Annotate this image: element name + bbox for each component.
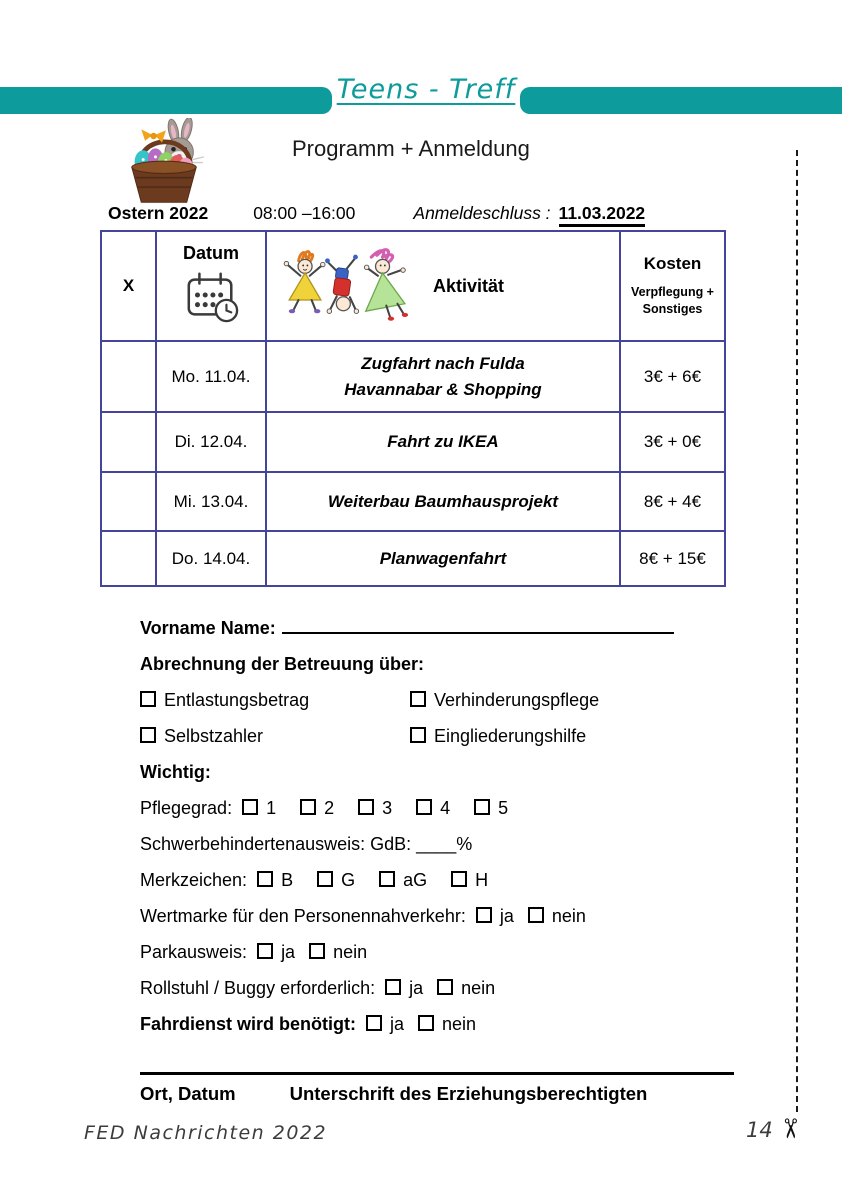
signature-guardian-label: Unterschrift des Erziehungsberechtigten — [289, 1083, 648, 1104]
event-time: 08:00 –16:00 — [253, 203, 356, 223]
option-label: G — [341, 870, 356, 890]
rollstuhl-label: Rollstuhl / Buggy erforderlich: — [140, 978, 376, 998]
wertmarke-line — [140, 904, 745, 928]
wertmarke-label: Wertmarke für den Personennahverkehr: — [140, 906, 466, 926]
pflegegrad-label: Pflegegrad: — [140, 798, 233, 818]
table-row: Di. 12.04. Fahrt zu IKEA 3€ + 0€ — [101, 412, 725, 472]
parkausweis-line — [140, 940, 745, 964]
checkbox-fahrdienst-nein[interactable] — [418, 1015, 434, 1031]
fahrdienst-label: Fahrdienst wird benötigt: — [140, 1014, 356, 1034]
document-title: Programm + Anmeldung — [292, 136, 530, 161]
signature-place-date-label: Ort, Datum — [140, 1083, 236, 1104]
checkbox-merkzeichen-g[interactable] — [317, 871, 333, 887]
table-header-kosten: Kosten Verpflegung + Sonstiges — [620, 231, 725, 341]
table-row: Mo. 11.04. Zugfahrt nach Fulda Havannabar & Shopping 3€ + 6€ — [101, 341, 725, 412]
table-header-x: X — [101, 231, 156, 341]
program-table — [100, 230, 726, 587]
option-label: nein — [333, 942, 368, 962]
pflegegrad-line — [140, 796, 745, 820]
event-info-line — [108, 203, 742, 224]
option-label: ja — [390, 1014, 405, 1034]
easter-basket-icon — [116, 118, 212, 208]
important-label: Wichtig: — [140, 762, 211, 782]
registration-form — [140, 616, 745, 1105]
option-label: 4 — [440, 798, 451, 818]
option-label: nein — [442, 1014, 477, 1034]
billing-label: Abrechnung der Betreuung über: — [140, 654, 425, 674]
option-label: ja — [409, 978, 424, 998]
option-label: 2 — [324, 798, 335, 818]
checkbox-pflegegrad-3[interactable] — [358, 799, 374, 815]
table-header-aktivitaet: Aktivität — [266, 231, 620, 341]
option-label: ja — [281, 942, 296, 962]
checkbox-parkausweis-ja[interactable] — [257, 943, 273, 959]
gdb-blank: ____ — [416, 834, 457, 854]
checkbox-entlastungsbetrag[interactable] — [140, 691, 156, 707]
checkbox-pflegegrad-2[interactable] — [300, 799, 316, 815]
checkbox-merkzeichen-h[interactable] — [451, 871, 467, 887]
gdb-line — [140, 832, 745, 856]
signature-labels — [140, 1083, 745, 1105]
header-bar-right — [520, 87, 842, 114]
checkbox-pflegegrad-5[interactable] — [474, 799, 490, 815]
option-label: Entlastungsbetrag — [164, 690, 310, 710]
event-name: Ostern 2022 — [108, 203, 209, 223]
option-label: B — [281, 870, 294, 890]
checkbox-cell[interactable] — [101, 341, 156, 412]
checkbox-merkzeichen-ag[interactable] — [379, 871, 395, 887]
checkbox-pflegegrad-4[interactable] — [416, 799, 432, 815]
checkbox-merkzeichen-b[interactable] — [257, 871, 273, 887]
merkzeichen-line — [140, 868, 745, 892]
option-label: nein — [461, 978, 496, 998]
header-bar-left — [0, 87, 332, 114]
checkbox-fahrdienst-ja[interactable] — [366, 1015, 382, 1031]
checkbox-rollstuhl-nein[interactable] — [437, 979, 453, 995]
checkbox-wertmarke-ja[interactable] — [476, 907, 492, 923]
billing-options-row-2 — [140, 724, 745, 748]
name-label: Vorname Name: — [140, 618, 276, 638]
deadline-date: 11.03.2022 — [559, 203, 646, 227]
gdb-label: Schwerbehindertenausweis: GdB: — [140, 834, 412, 854]
dancing-kids-icon — [277, 244, 419, 328]
checkbox-eingliederungshilfe[interactable] — [410, 727, 426, 743]
option-label: aG — [403, 870, 428, 890]
name-blank-line — [282, 616, 674, 634]
table-header-datum: Datum — [156, 231, 266, 341]
checkbox-selbstzahler[interactable] — [140, 727, 156, 743]
option-label: 1 — [266, 798, 277, 818]
checkbox-rollstuhl-ja[interactable] — [385, 979, 401, 995]
option-label: Selbstzahler — [164, 726, 264, 746]
table-row: Mi. 13.04. Weiterbau Baumhausprojekt 8€ + 4€ — [101, 472, 725, 531]
option-label: Eingliederungshilfe — [434, 726, 587, 746]
cut-dashed-line — [796, 150, 798, 1112]
parkausweis-label: Parkausweis: — [140, 942, 248, 962]
billing-options-row-1 — [140, 688, 745, 712]
checkbox-cell[interactable] — [101, 531, 156, 586]
gdb-suffix: % — [456, 834, 473, 854]
name-line — [140, 616, 745, 640]
page-number: 14 — [746, 1118, 773, 1142]
merkzeichen-label: Merkzeichen: — [140, 870, 248, 890]
checkbox-cell[interactable] — [101, 412, 156, 472]
checkbox-cell[interactable] — [101, 472, 156, 531]
option-label: 5 — [498, 798, 509, 818]
option-label: 3 — [382, 798, 393, 818]
deadline-label: Anmeldeschluss : — [413, 203, 551, 223]
signature-line — [140, 1058, 734, 1075]
checkbox-parkausweis-nein[interactable] — [309, 943, 325, 959]
option-label: H — [475, 870, 489, 890]
option-label: ja — [499, 906, 514, 926]
rollstuhl-line — [140, 976, 745, 1000]
checkbox-verhinderungspflege[interactable] — [410, 691, 426, 707]
fahrdienst-line — [140, 1012, 745, 1036]
page-header-title: Teens - Treff — [336, 74, 516, 105]
checkbox-wertmarke-nein[interactable] — [528, 907, 544, 923]
footer-publication: FED Nachrichten 2022 — [84, 1122, 328, 1144]
calendar-clock-icon — [180, 268, 242, 324]
option-label: Verhinderungspflege — [434, 690, 600, 710]
table-row: Do. 14.04. Planwagenfahrt 8€ + 15€ — [101, 531, 725, 586]
checkbox-pflegegrad-1[interactable] — [242, 799, 258, 815]
option-label: nein — [551, 906, 586, 926]
scissors-icon: ✂ — [773, 1117, 805, 1140]
